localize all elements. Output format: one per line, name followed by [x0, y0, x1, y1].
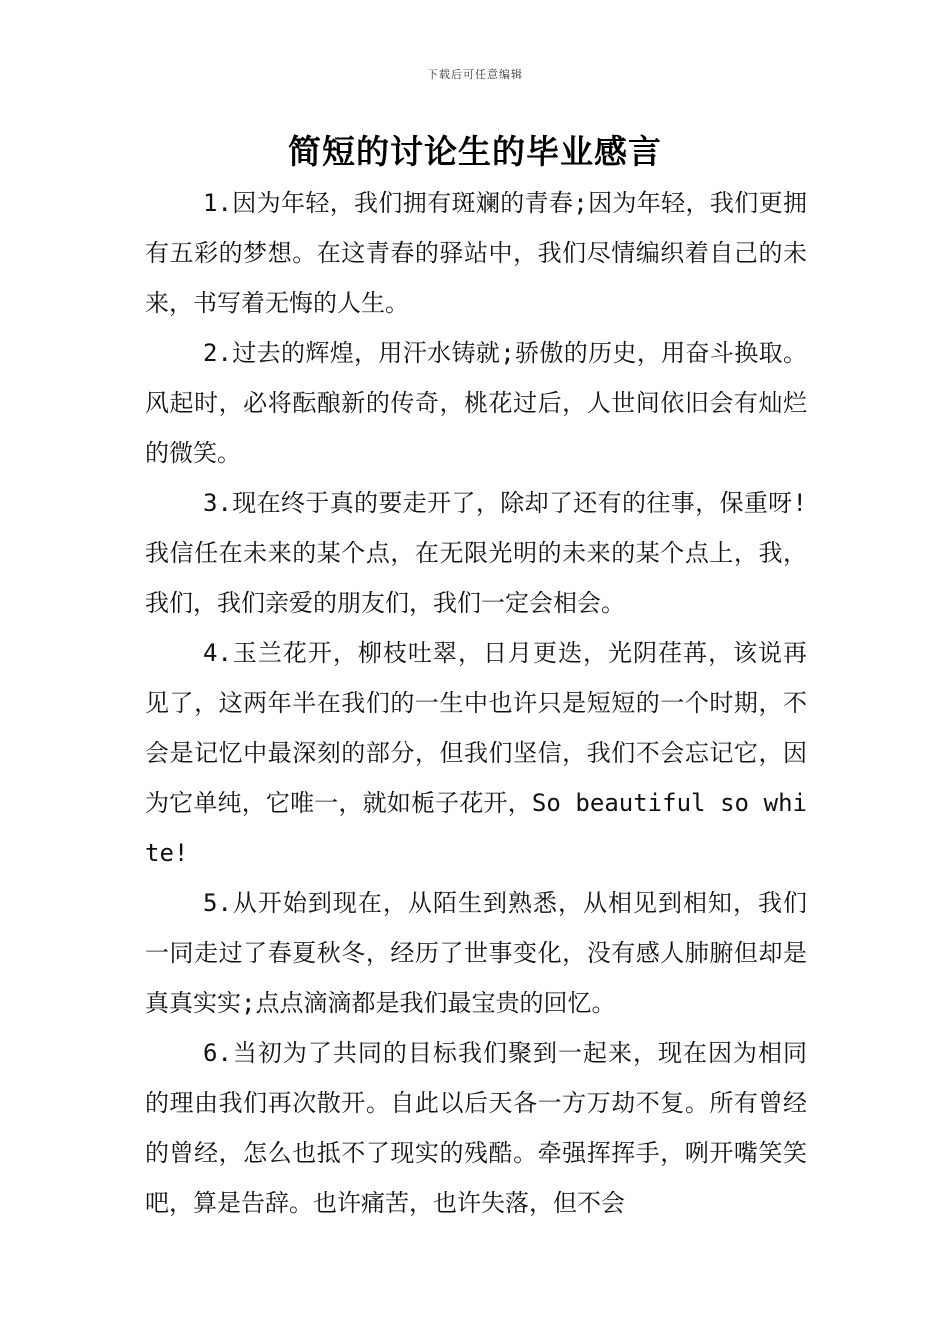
- paragraph-5: 5.从开始到现在，从陌生到熟悉，从相见到相知，我们一同走过了春夏秋冬，经历了世事变化，没有感人肺腑但却是真真实实;点点滴滴都是我们最宝贵的回忆。: [145, 889, 807, 1017]
- paragraph-6: 6.当初为了共同的目标我们聚到一起来，现在因为相同的理由我们再次散开。自此以后天各一方万劫不复。所有曾经的曾经，怎么也抵不了现实的残酷。牵强挥挥手，咧开嘴笑笑吧，算是告辞。也许痛苦，也许失落，但不会: [145, 1039, 807, 1217]
- paragraph-1: 1.因为年轻，我们拥有斑斓的青春;因为年轻，我们更拥有五彩的梦想。在这青春的驿站中，我们尽情编织着自己的未来，书写着无悔的人生。: [145, 189, 807, 317]
- paragraph-3: 3.现在终于真的要走开了，除却了还有的往事，保重呀!我信任在未来的某个点，在无限光明的未来的某个点上，我，我们，我们亲爱的朋友们，我们一定会相会。: [145, 489, 807, 617]
- paragraph-4: 4.玉兰花开，柳枝吐翠，日月更迭，光阴荏苒，该说再见了，这两年半在我们的一生中也许只是短短的一个时期，不会是记忆中最深刻的部分，但我们坚信，我们不会忘记它，因为它单纯，它唯一，就如栀子花开，So beautiful so white!: [145, 639, 807, 867]
- paragraph-2: 2.过去的辉煌，用汗水铸就;骄傲的历史，用奋斗换取。风起时，必将酝酿新的传奇，桃花过后，人世间依旧会有灿烂的微笑。: [145, 339, 807, 467]
- header-note: 下载后可任意编辑: [427, 68, 523, 81]
- page-title: 简短的讨论生的毕业感言: [288, 132, 662, 171]
- document-body: [145, 178, 807, 1228]
